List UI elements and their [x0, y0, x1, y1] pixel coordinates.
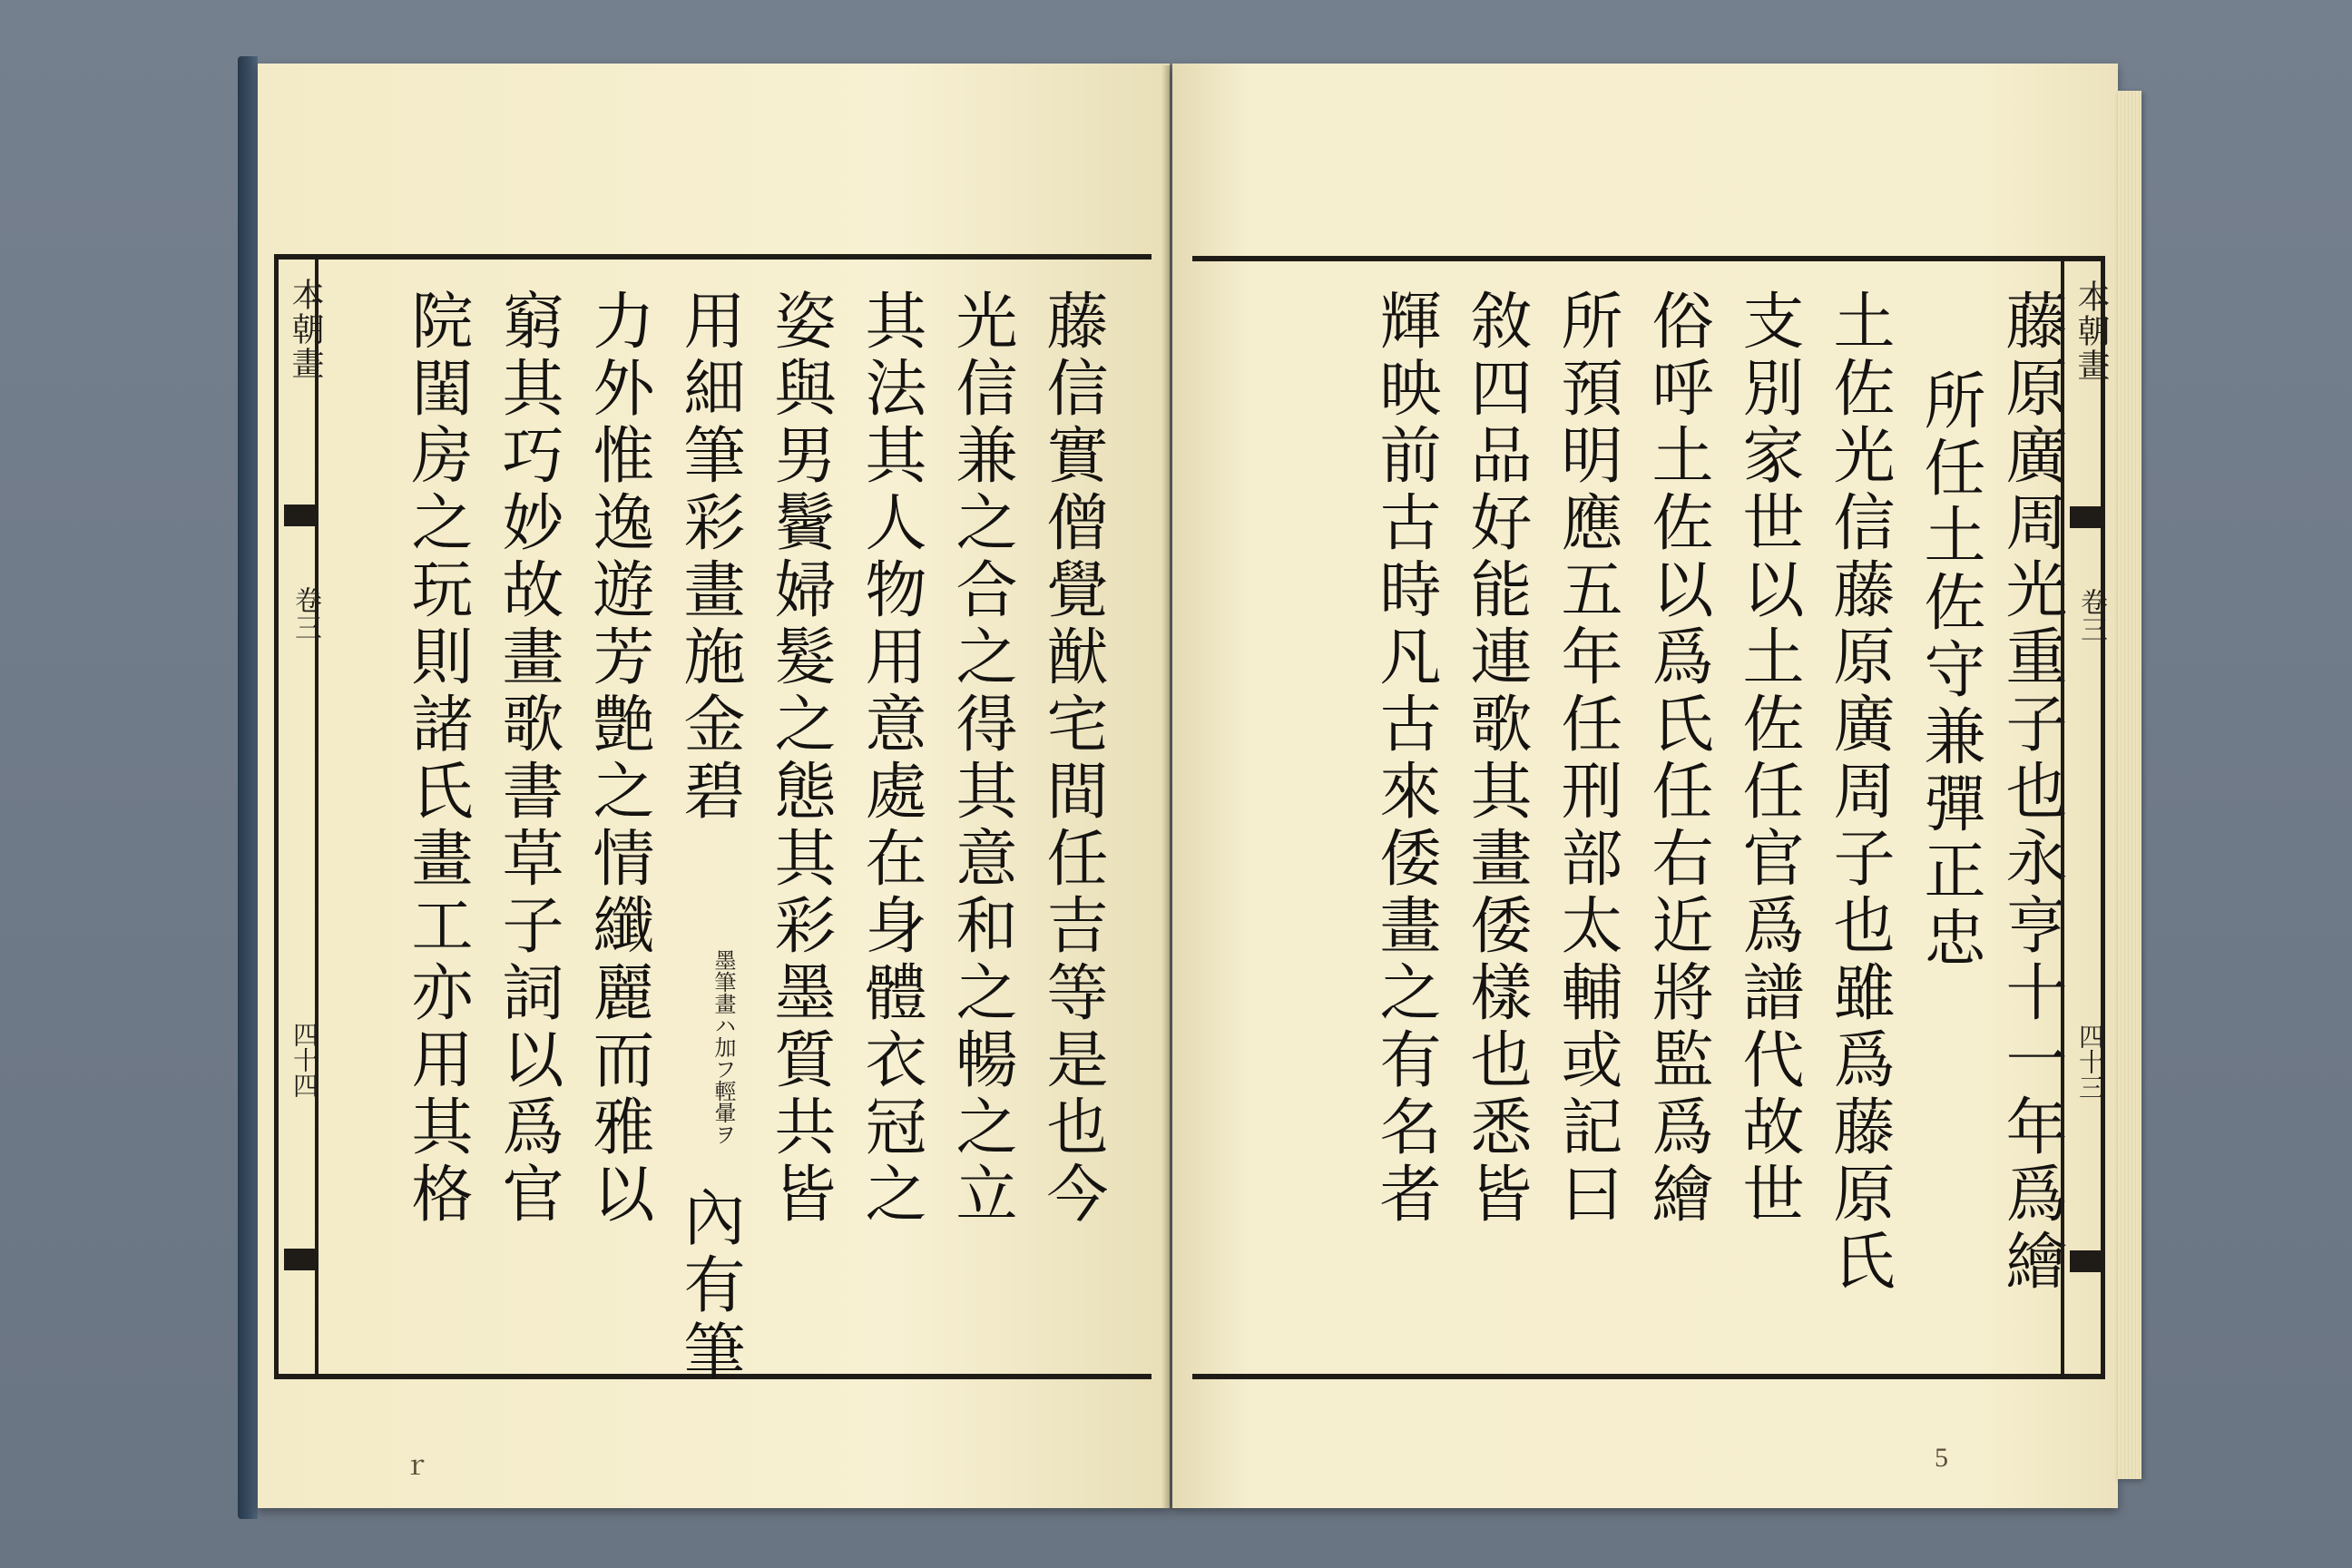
left-page-frame [274, 254, 1152, 1387]
left-column-1: 藤信實僧覺猷宅間任吉等是也今 [1036, 289, 1108, 1229]
left-center-strip [279, 260, 324, 1374]
right-column-6: 所預明應五年任刑部太輔或記曰 [1551, 289, 1622, 1229]
right-column-7: 敘四品好能連歌其畫倭樣也悉皆 [1460, 289, 1532, 1229]
left-volume-label: 卷三 [289, 586, 321, 641]
left-column-5-tail: 內有筆 [673, 1185, 745, 1387]
left-column-2: 光信兼之合之得其意和之暢之立 [946, 289, 1017, 1229]
right-folio-number: 四十三 [2075, 1024, 2105, 1100]
right-book-title: 本朝畫 [2073, 279, 2110, 383]
left-fish-tail-mark [284, 505, 315, 526]
left-interlinear-gloss: 墨筆畫ハ加フ輕暈ヲ [710, 949, 736, 1145]
page-stack-edge [2118, 91, 2141, 1479]
left-column-8: 院閨房之玩則諸氏畫工亦用其格 [401, 289, 473, 1229]
left-bottom-marginalia: ｒ [403, 1451, 430, 1481]
left-column-7: 窮其巧妙故畫歌書草子詞以爲官 [492, 289, 564, 1229]
right-page-frame [1192, 256, 2110, 1379]
right-bottom-marginalia: 5ﾞ [1935, 1443, 1970, 1473]
left-folio-number: 四十四 [289, 1022, 319, 1098]
left-column-3: 其法其人物用意處在身體衣冠之 [855, 289, 926, 1229]
right-column-3: 土佐光信藤原廣周子也雖爲藤原氏 [1823, 289, 1895, 1296]
right-column-2: 所任土佐守兼彈正忠 [1914, 368, 1985, 973]
right-lower-fish-tail-mark [2070, 1250, 2101, 1272]
right-column-4: 支別家世以土佐任官爲譜代故世 [1732, 289, 1804, 1229]
right-column-8: 輝映前古時凡古來倭畫之有名者 [1369, 289, 1441, 1229]
right-column-1: 藤原廣周光重子也永亨十一年爲繪 [1995, 289, 2067, 1296]
book-cover-edge [238, 56, 258, 1519]
left-column-4: 姿與男鬢婦髮之態其彩墨質共皆 [764, 289, 836, 1229]
book-spread [238, 56, 2121, 1519]
right-volume-label: 卷三 [2075, 588, 2107, 642]
right-page [1172, 64, 2118, 1508]
left-column-5: 用細筆彩畫施金碧 [673, 289, 745, 826]
left-column-6: 力外惟逸遊芳艶之情纖麗而雅以 [583, 289, 654, 1229]
right-center-strip [2061, 261, 2110, 1374]
left-page [258, 64, 1170, 1508]
right-column-5: 俗呼土佐以爲氏任右近將監爲繪 [1642, 289, 1713, 1229]
left-lower-fish-tail-mark [284, 1249, 315, 1270]
left-book-title: 本朝畫 [287, 278, 324, 381]
right-fish-tail-mark [2070, 506, 2101, 528]
